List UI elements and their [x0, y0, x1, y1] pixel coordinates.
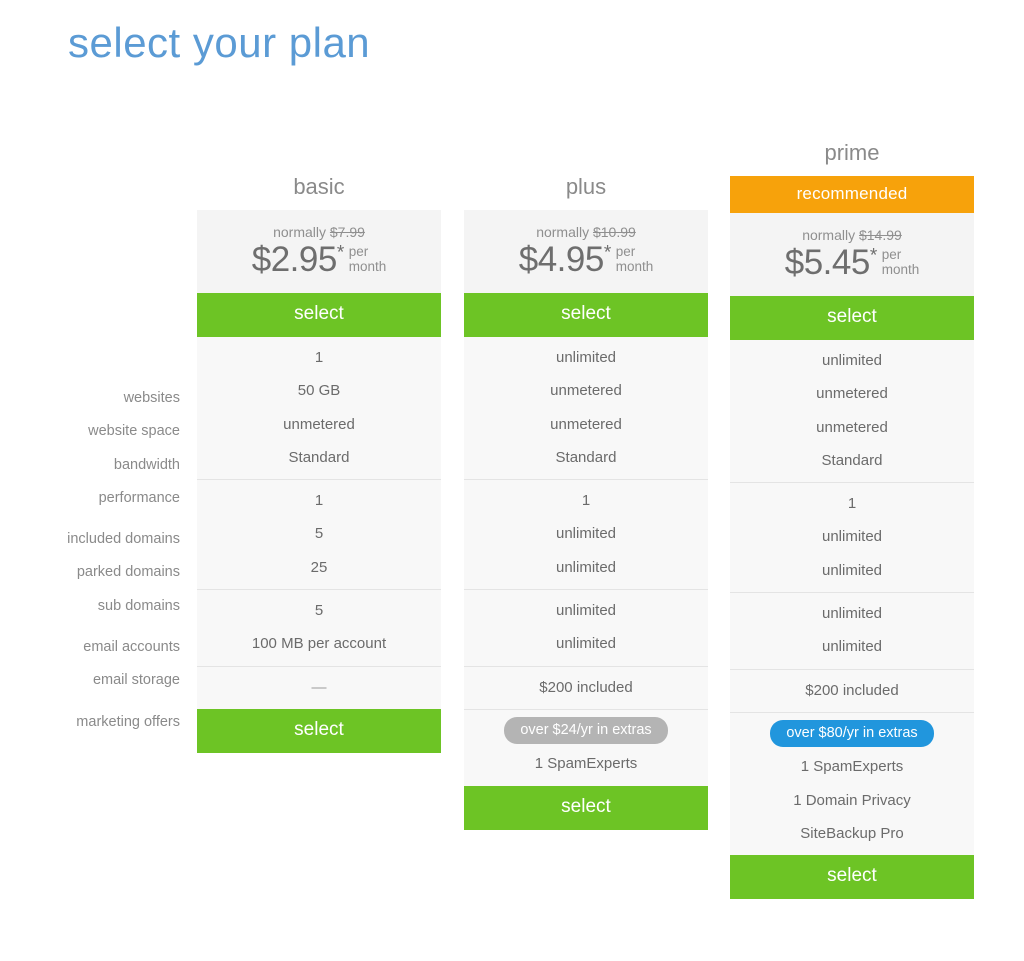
- feature-value: unlimited: [821, 352, 883, 369]
- select-button-prime-bottom[interactable]: select: [730, 855, 974, 899]
- feature-value: unmetered: [550, 415, 622, 433]
- feature-value: 25: [310, 558, 328, 576]
- price-prime: $5.45*: [784, 243, 877, 282]
- row-label-bandwidth: bandwidth: [113, 456, 180, 473]
- recommended-ribbon: recommended: [730, 176, 974, 213]
- feature-value: unlimited: [555, 558, 617, 576]
- price-box-prime: [730, 213, 974, 296]
- feature-labels-column: [0, 140, 180, 739]
- extras-item: SiteBackup Pro: [800, 824, 904, 842]
- feature-value: unmetered: [816, 418, 888, 436]
- price-box-plus: [464, 210, 708, 293]
- feature-value: unlimited: [555, 602, 617, 620]
- row-label-email-accounts: email accounts: [83, 639, 180, 656]
- extras-item: 1 Domain Privacy: [793, 791, 911, 809]
- price-period-plus: per month: [615, 243, 654, 275]
- price-period-prime: per month: [881, 246, 920, 278]
- extras-badge-plus: over $24/yr in extras: [504, 717, 667, 744]
- price-box-basic: [197, 210, 441, 293]
- plan-name-plus: plus: [565, 174, 607, 199]
- price-period-basic: per month: [348, 243, 387, 275]
- feature-value: unlimited: [821, 638, 883, 656]
- feature-value: unlimited: [555, 349, 617, 366]
- extras-badge-prime: over $80/yr in extras: [770, 720, 933, 747]
- select-button-basic-bottom[interactable]: select: [197, 709, 441, 753]
- feature-value: 100 MB per account: [251, 635, 387, 653]
- plan-name-basic: basic: [293, 174, 345, 199]
- feature-value: unmetered: [550, 382, 622, 400]
- select-button-prime-top[interactable]: select: [730, 296, 974, 340]
- feature-value: unmetered: [283, 415, 355, 433]
- feature-value: unlimited: [821, 528, 883, 546]
- row-label-performance: performance: [98, 489, 180, 506]
- feature-value: Standard: [555, 448, 617, 466]
- page-title: select your plan: [68, 19, 371, 66]
- feature-value: 1: [581, 492, 591, 510]
- extras-item: 1 SpamExperts: [800, 758, 904, 776]
- feature-value: unlimited: [821, 605, 883, 623]
- feature-value: 1: [314, 492, 324, 510]
- normally-price-prime: normally $14.99: [802, 227, 902, 243]
- price-plus: $4.95*: [518, 240, 611, 279]
- normally-price-basic: normally $7.99: [273, 224, 365, 240]
- feature-value: 5: [314, 525, 324, 543]
- price-basic: $2.95*: [251, 240, 344, 279]
- row-label-website-space: website space: [88, 423, 180, 440]
- extras-item: 1 SpamExperts: [534, 755, 638, 773]
- plan-name-prime: prime: [824, 140, 880, 165]
- feature-value: Standard: [288, 448, 350, 466]
- row-label-websites: websites: [123, 390, 180, 406]
- feature-value: unlimited: [821, 561, 883, 579]
- row-label-included-domains: included domains: [67, 531, 180, 548]
- plan-card-basic: [197, 140, 441, 753]
- extras-pill-wrap-prime: [730, 717, 974, 750]
- feature-value: —: [311, 678, 327, 696]
- feature-value: unlimited: [555, 635, 617, 653]
- row-label-email-storage: email storage: [92, 672, 180, 689]
- row-label-sub-domains: sub domains: [97, 597, 180, 614]
- feature-value: unmetered: [816, 385, 888, 403]
- extras-pill-wrap-plus: [464, 714, 708, 747]
- feature-value: 1: [314, 349, 324, 366]
- feature-value: Standard: [821, 451, 883, 469]
- row-label-parked-domains: parked domains: [76, 564, 180, 581]
- feature-value: $200 included: [539, 678, 633, 696]
- normally-price-plus: normally $10.99: [536, 224, 636, 240]
- plan-card-plus: [464, 140, 708, 830]
- feature-value: 50 GB: [297, 382, 341, 400]
- select-button-plus-bottom[interactable]: select: [464, 786, 708, 830]
- feature-value: unlimited: [555, 525, 617, 543]
- feature-value: $200 included: [805, 681, 899, 699]
- features-plus: [464, 337, 708, 786]
- features-basic: [197, 337, 441, 709]
- feature-value: 1: [847, 495, 857, 513]
- plan-card-prime: [730, 140, 974, 899]
- features-prime: [730, 340, 974, 855]
- select-button-basic-top[interactable]: select: [197, 293, 441, 337]
- feature-value: 5: [314, 602, 324, 620]
- select-button-plus-top[interactable]: select: [464, 293, 708, 337]
- row-label-marketing-offers: marketing offers: [76, 713, 180, 730]
